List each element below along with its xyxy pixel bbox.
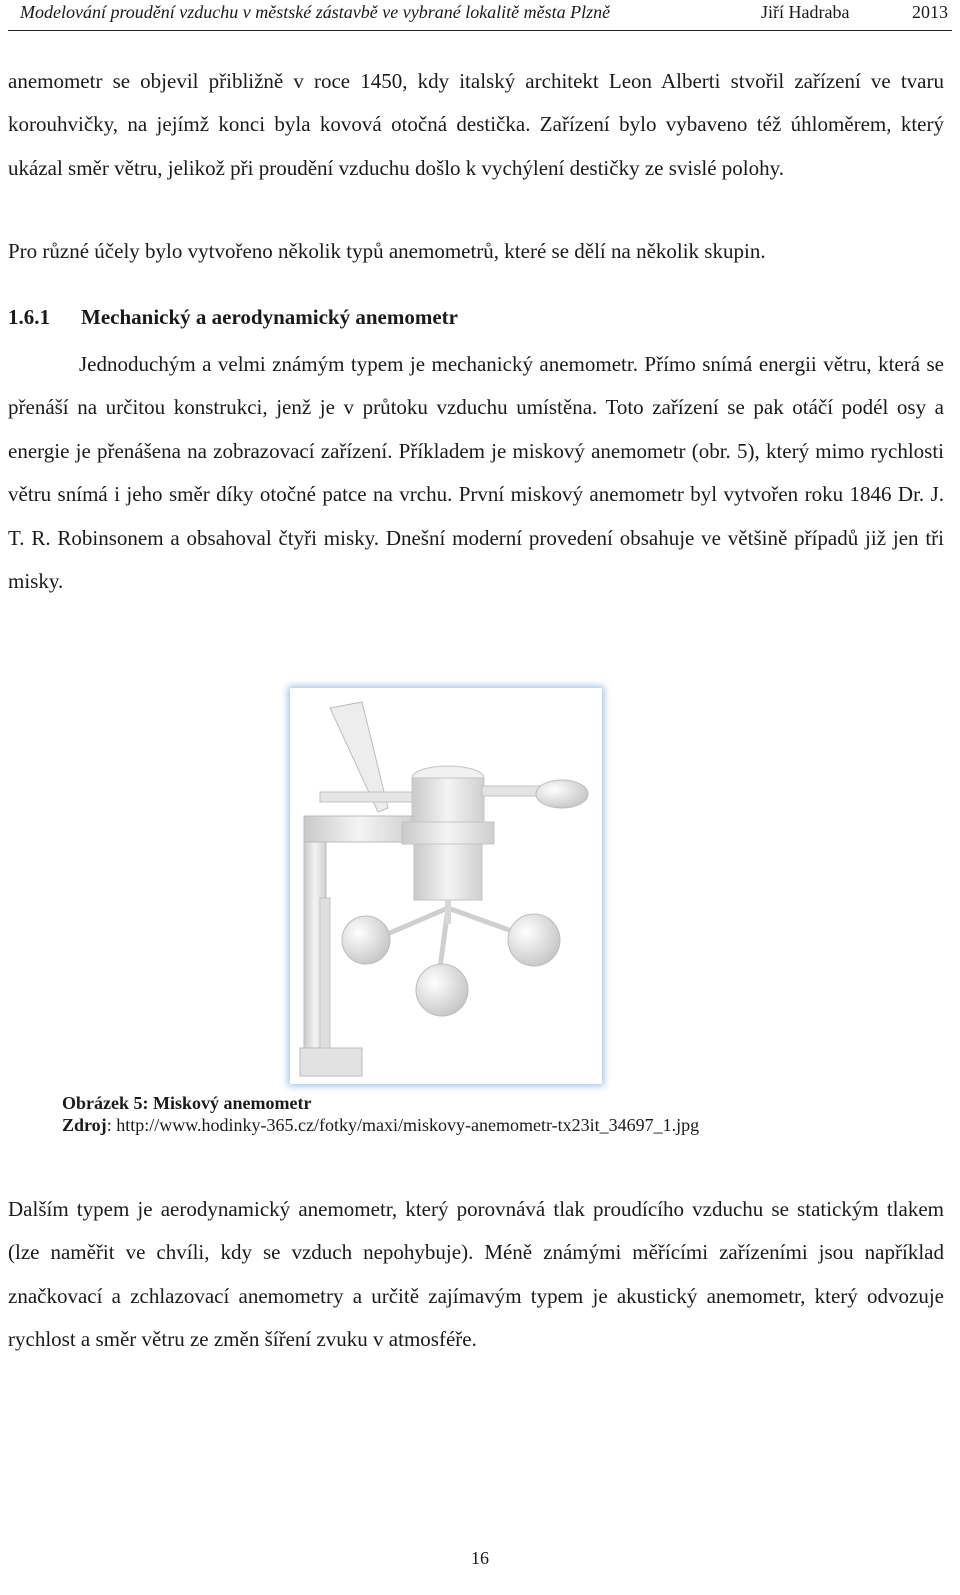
- source-label: Zdroj: [62, 1115, 107, 1135]
- paragraph-aerodynamic: Dalším typem je aerodynamický anemometr, který porovnává tlak proudícího vzduchu se statickým tlakem (lze naměřit ve chvíli, kdy se vzduch nepohybuje). Méně známými měřícími zařízeními jsou například značkovací a zchlazovací anemometry a určitě zajímavým typem je akustický anemometr, který odvozuje rychlost a směr větru ze změn šíření zvuku v atmosféře.: [8, 1197, 944, 1352]
- source-url: : http://www.hodinky-365.cz/fotky/maxi/miskovy-anemometr-tx23it_34697_1.jpg: [106, 1115, 700, 1135]
- section-title: Mechanický a aerodynamický anemometr: [81, 305, 458, 329]
- section-number: 1.6.1: [8, 305, 50, 329]
- figure-caption: [62, 1092, 699, 1136]
- header-divider: [8, 30, 952, 31]
- running-header: [8, 0, 952, 28]
- page-number: 16: [471, 1548, 489, 1568]
- cup-anemometer-illustration: [290, 688, 602, 1084]
- paragraph-mechanical: Jednoduchým a velmi známým typem je mechanický anemometr. Přímo snímá energii větru, která se přenáší na určitou konstrukci, jenž je v průtoku vzduchu umístěna. Toto zařízení se pak otáčí podél osy a energie je přenášena na zobrazovací zařízení. Příkladem je miskový anemometr (obr. 5), který mimo rychlosti větru snímá i jeho směr díky otočné patce na vrchu. První miskový anemometr byl vytvořen roku 1846 Dr. J. T. R. Robinsonem a obsahoval čtyři misky. Dnešní moderní provedení obsahuje ve většině případů již jen tři misky.: [8, 352, 944, 594]
- header-year: 2013: [912, 2, 948, 22]
- caption-label: Obrázek 5: Miskový anemometr: [62, 1093, 312, 1113]
- paragraph-types: Pro různé účely bylo vytvořeno několik typů anemometrů, které se dělí na několik skupin.: [8, 239, 766, 263]
- header-author: Jiří Hadraba: [761, 2, 850, 22]
- header-title: Modelování proudění vzduchu v městské zástavbě ve vybrané lokalitě města Plzně: [20, 2, 611, 22]
- paragraph-alberti: anemometr se objevil přibližně v roce 1450, kdy italský architekt Leon Alberti stvořil zařízení ve tvaru korouhvičky, na jejímž konci byla kovová otočná destička. Zařízení bylo vybaveno též úhloměrem, který ukázal směr větru, jelikož při proudění vzduchu došlo k vychýlení destičky ze svislé polohy.: [8, 69, 944, 180]
- section-heading: [8, 305, 458, 330]
- anemometer-photo: [290, 688, 602, 1084]
